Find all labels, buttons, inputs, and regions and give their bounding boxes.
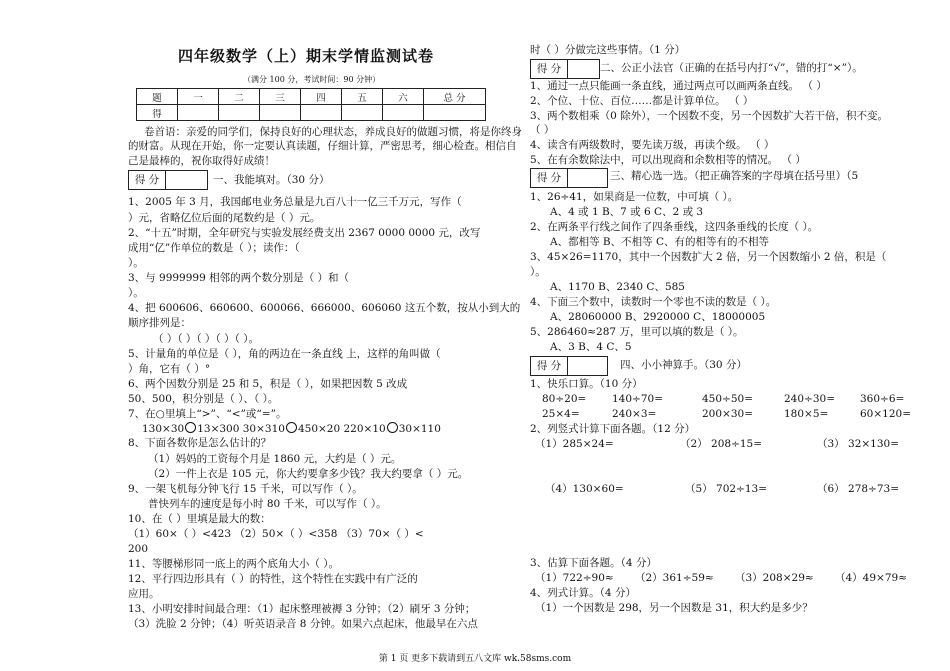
score-cell: 六 (383, 89, 424, 105)
score-cell: 二 (219, 89, 260, 105)
question-line: 2、“十五”时期，全年研究与实验发展经费支出 2367 0000 0000 元，改写 (128, 227, 481, 239)
question-line: 3、45×26=1170，其中一个因数扩大 2 倍，另一个因数缩小 2 倍，积是（ (530, 251, 887, 263)
oral-item: 240×3= (612, 408, 657, 420)
score-box-label: 得 分 (531, 357, 568, 375)
score-box-label: 得 分 (531, 169, 568, 187)
question-line: 成用“亿”作单位的数是（ ）；读作：（ (128, 242, 300, 254)
question-line: 50、500，积分别是（ ）、（ ）。 (128, 393, 279, 405)
score-box[interactable] (530, 356, 608, 376)
oral-item: 80÷20= (542, 393, 587, 405)
vertical-item: （4）130×60= (545, 483, 624, 495)
option-line: A、1170 B、2340 C、585 (550, 281, 685, 293)
score-cell[interactable] (178, 105, 219, 121)
section-heading: 三、精心选一选。（把正确答案的字母填在括号里）（5 (610, 170, 859, 182)
question-line: 1、26÷41，如果商是一位数，中可填（ ）。 (530, 191, 739, 203)
score-cell: 题 (137, 89, 178, 105)
question-line: 10、在（ ）里填是最大的数： (128, 513, 271, 525)
question-line: （ ）（ ）（ ）（ ）（ ）。 (153, 333, 259, 345)
question-line: （2）一件上衣是 105 元，你大约要拿多少钱？我大约要拿（ ）元。 (148, 468, 469, 480)
score-cell: 五 (342, 89, 383, 105)
question-line: 200 (128, 543, 149, 555)
question-line: （1）60×（ ）<423 （2）50×（ ）<358 （3）70×（ ）< (128, 528, 424, 540)
compare-right: 30×110 (398, 423, 441, 435)
compare-left: 130×30 (142, 423, 185, 435)
question-line: ）角，它有（ ）° (128, 363, 211, 375)
vertical-item: （3） 32×130= (817, 438, 900, 450)
intro-line: 己是最棒的，祝你取得好成绩！ (128, 155, 275, 167)
question-line: （3）洗脸 2 分钟；（4）听英语录音 8 分钟。如果六点起床，他最早在六点 (128, 618, 478, 630)
compare-circle[interactable] (185, 422, 196, 433)
score-table (136, 88, 486, 121)
score-cell: 得 (137, 105, 178, 121)
option-line: A、都相等 B、不相等 C、有的相等有的不相等 (550, 236, 770, 248)
question-line: 时（ ）分做完这些事情。（1 分） (530, 44, 686, 56)
question-line: 5、286460≈287 万，里可以填的数是（ ）。 (530, 326, 744, 338)
compare-middle: 450×20 220×10 (297, 423, 386, 435)
question-line: 9、一架飞机每分钟飞行 15 千米，可以写作（ ）。 (128, 483, 363, 495)
oral-item: 200×30= (702, 408, 753, 420)
compare-circle[interactable] (387, 422, 398, 433)
score-cell: 四 (301, 89, 342, 105)
score-box[interactable] (128, 170, 208, 190)
compare-row (142, 422, 441, 436)
question-line: 5、计量角的单位是（ ），角的两边在一条直线 上，这样的角叫做（ (128, 348, 441, 360)
score-cell: 总 分 (424, 89, 486, 105)
question-line: 1、快乐口算。（10 分） (530, 378, 643, 390)
estimate-item: （3）208×29≈ (735, 572, 814, 584)
compare-middle: 13×300 30×310 (197, 423, 285, 435)
exam-subtitle: （满分 100 分，考试时间：90 分钟） (243, 75, 381, 84)
score-cell[interactable] (424, 105, 486, 121)
oral-item: 140÷70= (612, 393, 663, 405)
oral-item: 180×5= (784, 408, 829, 420)
estimate-item: （2）361÷59≈ (635, 572, 714, 584)
question-line: 12、平行四边形具有（ ）的特性，这个特性在实践中有广泛的 (128, 573, 418, 585)
question-line: 8、下面各数你是怎么估计的？ (128, 437, 272, 449)
question-line: 2、个位、十位、百位……都是计算单位。 （ ） (530, 95, 754, 107)
oral-item: 360÷6= (860, 393, 905, 405)
question-line: 2、列竖式计算下面各题。（12 分） (530, 423, 696, 435)
question-line: （1）妈妈的工资每个月是 1860 元，大约是（ ）元。 (148, 453, 402, 465)
question-line: 3、与 9999999 相邻的两个数分别是（ ）和（ (128, 272, 349, 284)
question-line: 2、在两条平行线之间作了四条垂线，这四条垂线的长度（ ）。 (530, 221, 819, 233)
exam-title: 四年级数学（上）期末学情监测试卷 (178, 47, 435, 65)
question-line: 1、2005 年 3 月，我国邮电业务总量是九百八十一亿三千万元，写作（ (128, 196, 462, 208)
intro-line: 的财富。从现在开始，你一定要认真读题，仔细计算，严密思考，细心检查。相信自 (128, 140, 517, 152)
oral-item: 240÷30= (784, 393, 835, 405)
question-line: 13、小明安排时间最合理：（1）起床整理被褥 3 分钟；（2）刷牙 3 分钟； (128, 603, 476, 615)
score-box-label: 得 分 (531, 60, 568, 78)
compare-circle[interactable] (286, 422, 297, 433)
question-line: 4、下面三个数中，读数时一个零也不读的数是（ ）。 (530, 296, 777, 308)
intro-line: 卷首语：亲爱的同学们，保持良好的心理状态，养成良好的做题习惯，将是你终身 (144, 126, 522, 138)
question-line: ）元，省略亿位后面的尾数约是（ ）元。 (128, 212, 321, 224)
page-footer: 第 1 页 更多下载请到五八文库 wk.58sms.com (378, 654, 572, 664)
question-line: 6、两个因数分别是 25 和 5，积是（ ），如果把因数 5 改成 (128, 378, 408, 390)
question-line: （ ） (530, 124, 555, 136)
oral-item: 60×120= (860, 408, 911, 420)
estimate-item: （1）722÷90≈ (535, 572, 614, 584)
oral-item: 25×4= (542, 408, 580, 420)
question-line: 5、在有余数除法中，可以出现商和余数相等的情况。 （ ） (530, 154, 806, 166)
vertical-item: （6） 278÷73= (817, 483, 900, 495)
question-line: 11、等腰梯形同一底上的两个底角大小（ ）。 (128, 558, 339, 570)
score-box[interactable] (530, 168, 608, 188)
question-line: （1）一个因数是 298，另一个因数是 31，积大约是多少？ (535, 602, 813, 614)
score-cell[interactable] (342, 105, 383, 121)
score-cell: 三 (260, 89, 301, 105)
question-line: ）。 (530, 266, 546, 278)
question-line: 3、估算下面各题。（4 分） (530, 557, 657, 569)
vertical-item: （5） 702÷13= (685, 483, 768, 495)
score-cell[interactable] (301, 105, 342, 121)
estimate-item: （4）49×79≈ (835, 572, 907, 584)
option-line: A、4 或 1 B、7 或 6 C、2 或 3 (550, 206, 704, 218)
question-line: 3、两个数相乘（0 除外），一个因数不变，另一个因数扩大若干倍，积不变。 (530, 110, 888, 122)
question-line: 4、列式计算。（4 分） (530, 587, 636, 599)
question-line: ）。 (128, 257, 144, 269)
question-line: 4、读含有两级数时，要先读万级，再读个级。 （ ） (530, 139, 775, 151)
vertical-item: （2） 208÷15= (680, 438, 763, 450)
question-line: 普快列车的速度是每小时 80 千米，可以写作（ ）。 (148, 498, 387, 510)
score-box[interactable] (530, 59, 600, 79)
score-cell[interactable] (383, 105, 424, 121)
question-line: 顺序排列是： (128, 317, 191, 329)
score-box-label: 得 分 (129, 171, 166, 189)
score-cell: 一 (178, 89, 219, 105)
section-heading: 四、小小神算手。（30 分） (620, 359, 747, 371)
question-line: 7、在○里填上“>”、“<”或“=”。 (128, 408, 287, 420)
question-line: 4、把 600606、660600、600066、666000、606060 这五个数，按从小到大的 (128, 302, 521, 314)
question-line: 应用。 (128, 588, 160, 600)
option-line: A、3 B、4 C、5 (550, 341, 632, 353)
score-cell[interactable] (260, 105, 301, 121)
vertical-item: （1）285×24= (535, 438, 614, 450)
option-line: A、28060000 B、2920000 C、18000005 (550, 311, 766, 323)
score-cell[interactable] (219, 105, 260, 121)
question-line: 1、通过一点只能画一条直线，通过两点可以画两条直线。 （ ） (530, 80, 827, 92)
question-line: ）。 (128, 287, 144, 299)
oral-item: 450÷50= (702, 393, 753, 405)
section-heading: 一、我能填对。（30 分） (213, 174, 330, 186)
section-heading: 二、公正小法官（正确的在括号内打“√”，错的打“×”）。 (600, 62, 863, 74)
